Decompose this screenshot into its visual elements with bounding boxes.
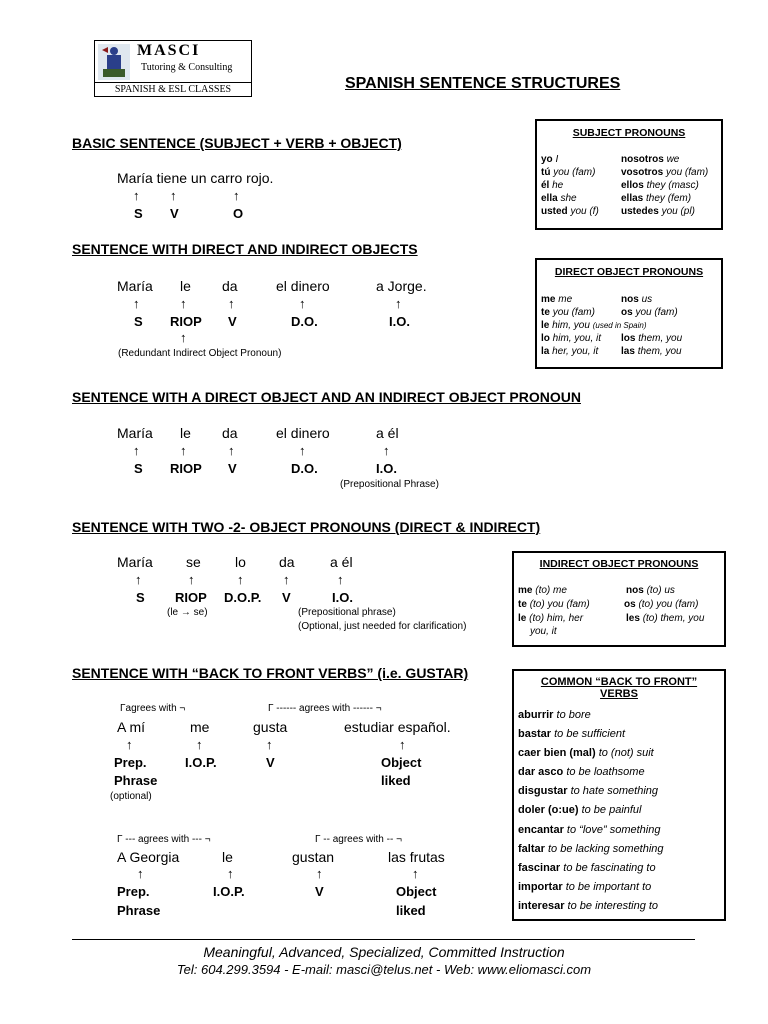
word: a él bbox=[330, 554, 353, 570]
verb-row: doler (o:ue) to be painful bbox=[518, 804, 642, 816]
word: le bbox=[222, 849, 233, 865]
arrow-icon: ↑ bbox=[228, 296, 235, 311]
verb-row: fascinar to be fascinating to bbox=[518, 862, 656, 874]
pronoun-row: la her, you, it bbox=[541, 346, 599, 357]
arrow-icon: ↑ bbox=[233, 188, 240, 203]
logo-figure-icon bbox=[98, 44, 130, 80]
logo-name: MASCI bbox=[137, 42, 201, 59]
note: (Prepositional phrase) bbox=[298, 607, 396, 618]
section-heading-direct-indirect: SENTENCE WITH DIRECT AND INDIRECT OBJECTS bbox=[72, 241, 418, 257]
agreement-marker: Γ -- agrees with -- ¬ bbox=[315, 834, 402, 845]
arrow-icon: ↑ bbox=[126, 737, 133, 752]
verb-row: bastar to be sufficient bbox=[518, 728, 626, 740]
box-title: SUBJECT PRONOUNS bbox=[572, 127, 686, 139]
label: Prep. bbox=[117, 884, 150, 899]
word: el dinero bbox=[276, 425, 330, 441]
pronoun-row: te you (fam) bbox=[541, 307, 595, 318]
box-title: COMMON “BACK TO FRONT” VERBS bbox=[540, 676, 698, 700]
pronoun-row: ellos they (masc) bbox=[621, 180, 699, 191]
arrow-icon: ↑ bbox=[316, 866, 323, 881]
box-title: DIRECT OBJECT PRONOUNS bbox=[554, 266, 704, 278]
arrow-icon: ↑ bbox=[196, 737, 203, 752]
arrow-icon: ↑ bbox=[283, 572, 290, 587]
pronoun-row: le him, you (used in Spain) bbox=[541, 320, 647, 331]
agreement-marker: Γagrees with ¬ bbox=[120, 703, 186, 714]
arrow-icon: ↑ bbox=[337, 572, 344, 587]
pronoun-row: tú you (fam) bbox=[541, 167, 596, 178]
label: Object bbox=[381, 755, 422, 770]
logo bbox=[94, 40, 252, 97]
section-heading-basic: BASIC SENTENCE (SUBJECT + VERB + OBJECT) bbox=[72, 135, 402, 151]
label: RIOP bbox=[175, 590, 207, 605]
box-title: INDIRECT OBJECT PRONOUNS bbox=[539, 558, 699, 570]
section-heading-two-pronouns: SENTENCE WITH TWO -2- OBJECT PRONOUNS (DIRECT & INDIRECT) bbox=[72, 519, 541, 535]
label: V bbox=[228, 314, 237, 329]
pronoun-row: ella she bbox=[541, 193, 577, 204]
word: gustan bbox=[292, 849, 335, 865]
label-object: O bbox=[233, 206, 244, 221]
footer-contact: Tel: 604.299.3594 - E-mail: masci@telus.net - Web: www.eliomasci.com bbox=[176, 962, 592, 977]
back-to-front-verbs-box bbox=[512, 669, 726, 921]
agreement-marker: Γ --- agrees with --- ¬ bbox=[117, 834, 211, 845]
label: D.O. bbox=[291, 461, 318, 476]
label: I.O.P. bbox=[213, 884, 245, 899]
word: le bbox=[180, 425, 191, 441]
arrow-icon: ↑ bbox=[383, 443, 390, 458]
pronoun-row: él he bbox=[541, 180, 564, 191]
word: María bbox=[117, 278, 153, 294]
footer-divider bbox=[72, 939, 695, 940]
pronoun-row: vosotros you (fam) bbox=[621, 167, 709, 178]
arrow-icon: ↑ bbox=[135, 572, 142, 587]
word: A mí bbox=[117, 719, 146, 735]
arrow-icon: ↑ bbox=[188, 572, 195, 587]
direct-object-pronouns-box bbox=[535, 258, 723, 369]
pronoun-row: ellas they (fem) bbox=[621, 193, 692, 204]
label-verb: V bbox=[170, 206, 179, 221]
label: Prep. bbox=[114, 755, 147, 770]
verb-row: disgustar to hate something bbox=[518, 785, 659, 797]
verb-row: caer bien (mal) to (not) suit bbox=[518, 747, 654, 759]
indirect-object-pronouns-box bbox=[512, 551, 726, 647]
word: María bbox=[117, 425, 153, 441]
logo-band: SPANISH & ESL CLASSES bbox=[95, 82, 251, 96]
note: (Redundant Indirect Object Pronoun) bbox=[118, 348, 282, 359]
pronoun-row: te (to) you (fam) bbox=[518, 599, 590, 610]
label: liked bbox=[396, 903, 426, 918]
verb-row: interesar to be interesting to bbox=[518, 900, 659, 912]
pronoun-row: os you (fam) bbox=[621, 307, 678, 318]
arrow-icon: ↑ bbox=[237, 572, 244, 587]
page-title: SPANISH SENTENCE STRUCTURES bbox=[345, 75, 621, 92]
arrow-icon: ↑ bbox=[399, 737, 406, 752]
arrow-icon: ↑ bbox=[180, 443, 187, 458]
word: me bbox=[190, 719, 210, 735]
pronoun-row: nosotros we bbox=[621, 154, 680, 165]
section-heading-back-to-front: SENTENCE WITH “BACK TO FRONT VERBS” (i.e. GUSTAR) bbox=[72, 665, 469, 681]
note: (Optional, just needed for clarification) bbox=[298, 621, 467, 632]
logo-tagline: Tutoring & Consulting bbox=[141, 62, 233, 73]
word: gusta bbox=[253, 719, 288, 735]
arrow-icon: ↑ bbox=[133, 443, 140, 458]
pronoun-row: lo him, you, it bbox=[541, 333, 602, 344]
word: el dinero bbox=[276, 278, 330, 294]
pronoun-row: nos (to) us bbox=[626, 585, 675, 596]
label: D.O.P. bbox=[224, 590, 262, 605]
label-subject: S bbox=[134, 206, 143, 221]
pronoun-row: os (to) you (fam) bbox=[624, 599, 699, 610]
footer-tagline: Meaningful, Advanced, Specialized, Committed Instruction bbox=[203, 944, 565, 960]
word: da bbox=[279, 554, 295, 570]
arrow-icon: ↑ bbox=[395, 296, 402, 311]
verb-row: encantar to “love” something bbox=[518, 824, 661, 836]
word: A Georgia bbox=[117, 849, 180, 865]
arrow-icon: ↑ bbox=[133, 188, 140, 203]
label: RIOP bbox=[170, 461, 202, 476]
label: V bbox=[282, 590, 291, 605]
label: V bbox=[315, 884, 324, 899]
pronoun-row: me (to) me bbox=[518, 585, 567, 596]
label: Object bbox=[396, 884, 437, 899]
arrow-icon: ↑ bbox=[137, 866, 144, 881]
note-optional: (optional) bbox=[110, 791, 152, 802]
word: da bbox=[222, 425, 238, 441]
arrow-icon: ↑ bbox=[299, 443, 306, 458]
pronoun-row: los them, you bbox=[621, 333, 683, 344]
label: S bbox=[134, 461, 143, 476]
arrow-icon: ↑ bbox=[180, 296, 187, 311]
pronoun-row: me me bbox=[541, 294, 573, 305]
label: D.O. bbox=[291, 314, 318, 329]
label: I.O. bbox=[376, 461, 397, 476]
label: I.O.P. bbox=[185, 755, 217, 770]
note-le-se: (le → se) bbox=[167, 607, 208, 618]
arrow-icon: ↑ bbox=[266, 737, 273, 752]
label: V bbox=[228, 461, 237, 476]
label: Phrase bbox=[114, 773, 158, 788]
agreement-marker: Γ ------ agrees with ------ ¬ bbox=[268, 703, 382, 714]
example-sentence: María tiene un carro rojo. bbox=[117, 170, 274, 186]
word: a Jorge. bbox=[376, 278, 427, 294]
section-heading-do-iop: SENTENCE WITH A DIRECT OBJECT AND AN INDIRECT OBJECT PRONOUN bbox=[72, 389, 581, 405]
note: (Prepositional Phrase) bbox=[340, 479, 439, 490]
arrow-icon: ↑ bbox=[133, 296, 140, 311]
arrow-icon: ↑ bbox=[412, 866, 419, 881]
arrow-icon: ↑ bbox=[227, 866, 234, 881]
verb-row: importar to be important to bbox=[518, 881, 652, 893]
label: liked bbox=[381, 773, 411, 788]
word: le bbox=[180, 278, 191, 294]
word: estudiar español. bbox=[344, 719, 451, 735]
label: RIOP bbox=[170, 314, 202, 329]
label: V bbox=[266, 755, 275, 770]
pronoun-row: le (to) him, her bbox=[518, 613, 584, 624]
pronoun-row: las them, you bbox=[621, 346, 682, 357]
label: I.O. bbox=[389, 314, 410, 329]
arrow-icon: ↑ bbox=[228, 443, 235, 458]
pronoun-row: les (to) them, you bbox=[626, 613, 705, 624]
pronoun-row: you, it bbox=[530, 626, 557, 637]
pronoun-row: usted you (f) bbox=[541, 206, 599, 217]
word: lo bbox=[235, 554, 246, 570]
label: S bbox=[136, 590, 145, 605]
subject-pronouns-box bbox=[535, 119, 723, 230]
label: Phrase bbox=[117, 903, 161, 918]
arrow-icon: ↑ bbox=[170, 188, 177, 203]
arrow-icon: ↑ bbox=[299, 296, 306, 311]
pronoun-row: nos us bbox=[621, 294, 653, 305]
word: se bbox=[186, 554, 201, 570]
verb-row: dar asco to be loathsome bbox=[518, 766, 645, 778]
verb-row: aburrir to bore bbox=[518, 709, 591, 721]
pronoun-row: yo I bbox=[541, 154, 559, 165]
word: a él bbox=[376, 425, 399, 441]
word: las frutas bbox=[388, 849, 445, 865]
label: I.O. bbox=[332, 590, 353, 605]
label: S bbox=[134, 314, 143, 329]
arrow-icon: ↑ bbox=[180, 330, 187, 345]
word: María bbox=[117, 554, 153, 570]
word: da bbox=[222, 278, 238, 294]
pronoun-row: ustedes you (pl) bbox=[621, 206, 695, 217]
verb-row: faltar to be lacking something bbox=[518, 843, 664, 855]
